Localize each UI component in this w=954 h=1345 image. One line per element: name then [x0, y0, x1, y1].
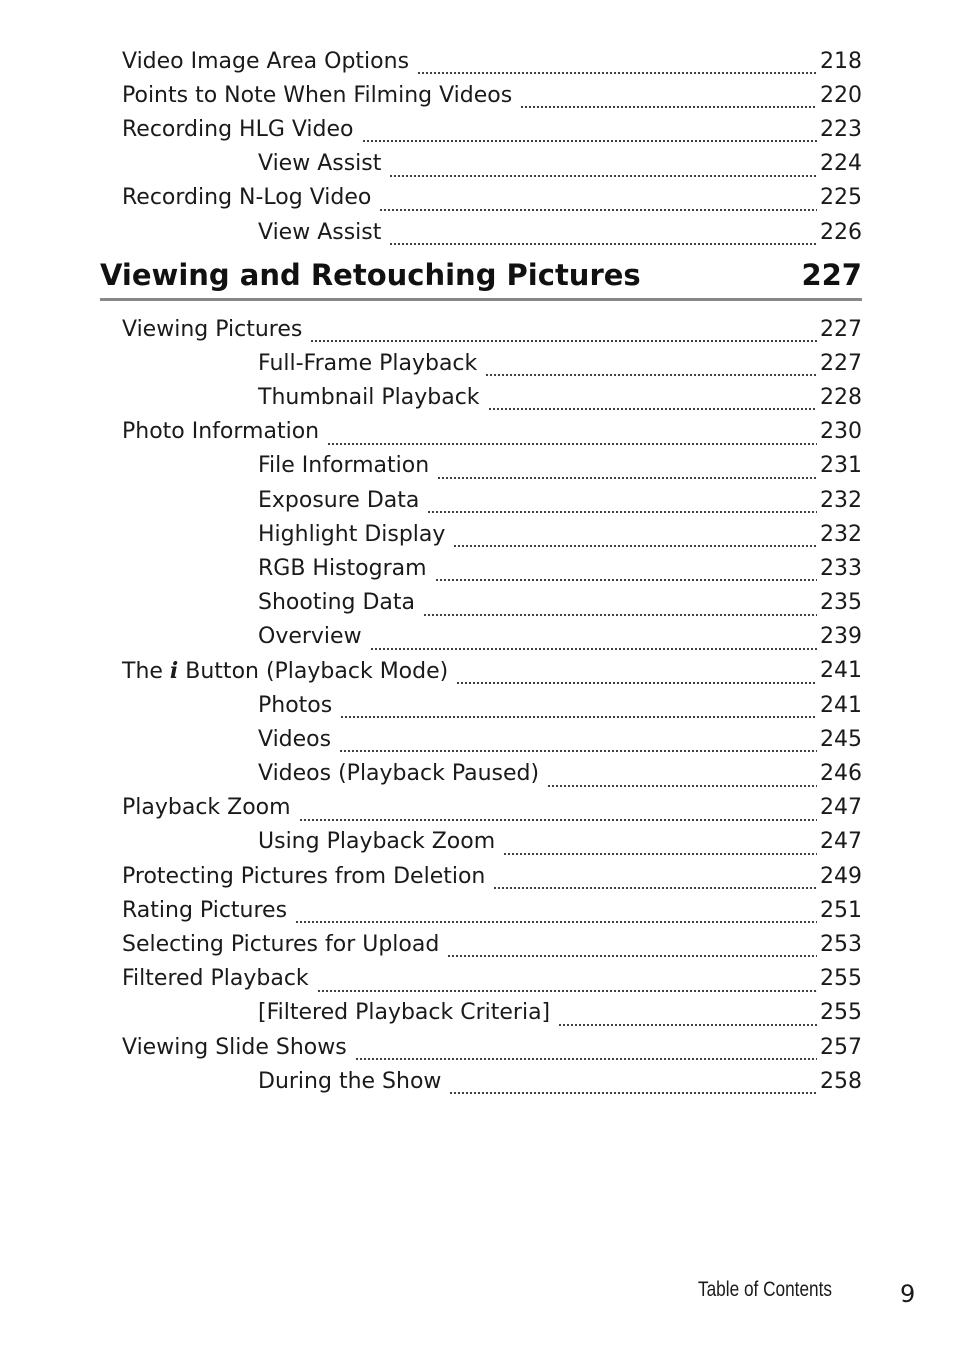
- title-prefix: The: [122, 658, 170, 684]
- toc-entry-title: Filtered Playback: [122, 966, 309, 992]
- toc-entry[interactable]: [122, 78, 862, 112]
- toc-subentry[interactable]: [122, 825, 862, 859]
- toc-entry[interactable]: [122, 654, 862, 688]
- toc-entry-title: Highlight Display: [258, 521, 446, 547]
- toc-subentry[interactable]: [122, 449, 862, 483]
- toc-subentry[interactable]: [122, 1064, 862, 1098]
- toc-entry-page: 235: [820, 590, 862, 616]
- toc-entry-page: 225: [820, 185, 862, 211]
- toc-subentry[interactable]: [122, 551, 862, 585]
- toc-subentry[interactable]: [122, 483, 862, 517]
- toc-entry-title: Points to Note When Filming Videos: [122, 82, 513, 108]
- toc-subentry[interactable]: [122, 756, 862, 790]
- toc-entry-title: Videos (Playback Paused): [258, 761, 540, 787]
- dot-leader: [417, 53, 817, 75]
- footer-label: Table of Contents: [698, 1278, 833, 1301]
- toc-entry-title: Viewing Slide Shows: [122, 1034, 347, 1060]
- toc-entry-page: 258: [820, 1068, 862, 1094]
- toc-entry[interactable]: [122, 962, 862, 996]
- toc-entry[interactable]: [122, 415, 862, 449]
- toc-entry[interactable]: [122, 791, 862, 825]
- toc-entry-title: Full-Frame Playback: [258, 350, 478, 376]
- dot-leader: [488, 389, 817, 411]
- dot-leader: [340, 697, 817, 719]
- toc-entry-title: Exposure Data: [258, 487, 420, 513]
- dot-leader: [310, 321, 817, 343]
- toc-entry[interactable]: [122, 44, 862, 78]
- toc-entry-title: View Assist: [258, 219, 382, 245]
- toc-entry-page: 218: [820, 48, 862, 74]
- dot-leader: [485, 355, 817, 377]
- dot-leader: [317, 971, 817, 993]
- toc-entry-title: Video Image Area Options: [122, 48, 410, 74]
- toc-list-top: [122, 44, 862, 249]
- dot-leader: [327, 424, 817, 446]
- toc-entry-title: Rating Pictures: [122, 897, 288, 923]
- toc-entry-page: 226: [820, 219, 862, 245]
- dot-leader: [456, 663, 817, 685]
- toc-entry-title: Recording N-Log Video: [122, 185, 372, 211]
- toc-subentry[interactable]: [122, 688, 862, 722]
- dot-leader: [370, 629, 817, 651]
- toc-entry-page: 231: [820, 453, 862, 479]
- toc-subentry[interactable]: [122, 996, 862, 1030]
- toc-entry[interactable]: [122, 181, 862, 215]
- dot-leader: [339, 731, 817, 753]
- toc-entry-title: View Assist: [258, 151, 382, 177]
- dot-leader: [558, 1005, 817, 1027]
- toc-entry[interactable]: [122, 927, 862, 961]
- dot-leader: [299, 800, 817, 822]
- toc-subentry[interactable]: [122, 517, 862, 551]
- toc-subentry[interactable]: [122, 586, 862, 620]
- toc-entry-title: Shooting Data: [258, 590, 415, 616]
- dot-leader: [423, 595, 817, 617]
- toc-entry-title: Viewing Pictures: [122, 316, 303, 342]
- toc-entry-page: 253: [820, 931, 862, 957]
- toc-entry[interactable]: [122, 859, 862, 893]
- toc-entry-page: 247: [820, 829, 862, 855]
- toc-entry-page: 241: [820, 692, 862, 718]
- toc-entry[interactable]: [122, 893, 862, 927]
- dot-leader: [427, 492, 817, 514]
- dot-leader: [447, 936, 817, 958]
- dot-leader: [295, 902, 817, 924]
- toc-entry-title: Using Playback Zoom: [258, 829, 496, 855]
- dot-leader: [449, 1073, 817, 1095]
- toc-subentry[interactable]: [122, 147, 862, 181]
- toc-entry-page: 227: [820, 316, 862, 342]
- footer-page-number: 9: [900, 1280, 916, 1308]
- toc-entry-page: 228: [820, 384, 862, 410]
- toc-entry-title: RGB Histogram: [258, 555, 427, 581]
- toc-entry-page: 247: [820, 795, 862, 821]
- toc-entry-title: Photo Information: [122, 419, 320, 445]
- toc-entry-title: Thumbnail Playback: [258, 384, 480, 410]
- toc-subentry[interactable]: [122, 722, 862, 756]
- dot-leader: [362, 121, 817, 143]
- toc-entry-page: 246: [820, 761, 862, 787]
- toc-entry-page: 251: [820, 897, 862, 923]
- toc-entry-page: 249: [820, 863, 862, 889]
- dot-leader: [389, 156, 817, 178]
- toc-entry-title: [122, 658, 448, 684]
- toc-list-section: [122, 312, 862, 1098]
- section-heading[interactable]: [100, 255, 862, 301]
- toc-subentry[interactable]: [122, 215, 862, 249]
- dot-leader: [435, 560, 817, 582]
- toc-entry-page: 241: [820, 658, 862, 684]
- toc-entry-title: Videos: [258, 726, 332, 752]
- toc-entry-page: 245: [820, 726, 862, 752]
- dot-leader: [437, 458, 817, 480]
- toc-subentry[interactable]: [122, 380, 862, 414]
- section-page: 227: [801, 257, 862, 292]
- dot-leader: [379, 190, 817, 212]
- toc-entry-title: Photos: [258, 692, 333, 718]
- toc-entry-title: Playback Zoom: [122, 795, 291, 821]
- dot-leader: [355, 1039, 817, 1061]
- toc-entry-page: 230: [820, 419, 862, 445]
- toc-entry-page: 223: [820, 116, 862, 142]
- toc-entry-title: Selecting Pictures for Upload: [122, 931, 440, 957]
- toc-entry[interactable]: [122, 112, 862, 146]
- dot-leader: [520, 87, 817, 109]
- dot-leader: [453, 526, 817, 548]
- toc-entry-page: 255: [820, 966, 862, 992]
- toc-entry-page: 232: [820, 487, 862, 513]
- dot-leader: [547, 766, 817, 788]
- section-title: Viewing and Retouching Pictures: [100, 257, 641, 292]
- toc-entry-title: Protecting Pictures from Deletion: [122, 863, 486, 889]
- toc-entry-title: Recording HLG Video: [122, 116, 354, 142]
- toc-subentry[interactable]: [122, 346, 862, 380]
- dot-leader: [493, 868, 817, 890]
- dot-leader: [389, 224, 817, 246]
- toc-entry[interactable]: [122, 312, 862, 346]
- title-suffix: Button (Playback Mode): [178, 658, 449, 684]
- toc-entry-page: 227: [820, 350, 862, 376]
- toc-entry-title: During the Show: [258, 1068, 442, 1094]
- toc-subentry[interactable]: [122, 620, 862, 654]
- toc-entry-page: 239: [820, 624, 862, 650]
- toc-entry-page: 233: [820, 555, 862, 581]
- toc-entry-page: 257: [820, 1034, 862, 1060]
- i-button-icon: i: [169, 657, 179, 684]
- toc-entry-title: Overview: [258, 624, 362, 650]
- toc-entry-page: 224: [820, 151, 862, 177]
- toc-entry[interactable]: [122, 1030, 862, 1064]
- toc-entry-page: 255: [820, 1000, 862, 1026]
- toc-entry-title: File Information: [258, 453, 430, 479]
- dot-leader: [503, 834, 817, 856]
- toc-entry-title: [Filtered Playback Criteria]: [258, 1000, 551, 1026]
- toc-entry-page: 232: [820, 521, 862, 547]
- toc-entry-page: 220: [820, 82, 862, 108]
